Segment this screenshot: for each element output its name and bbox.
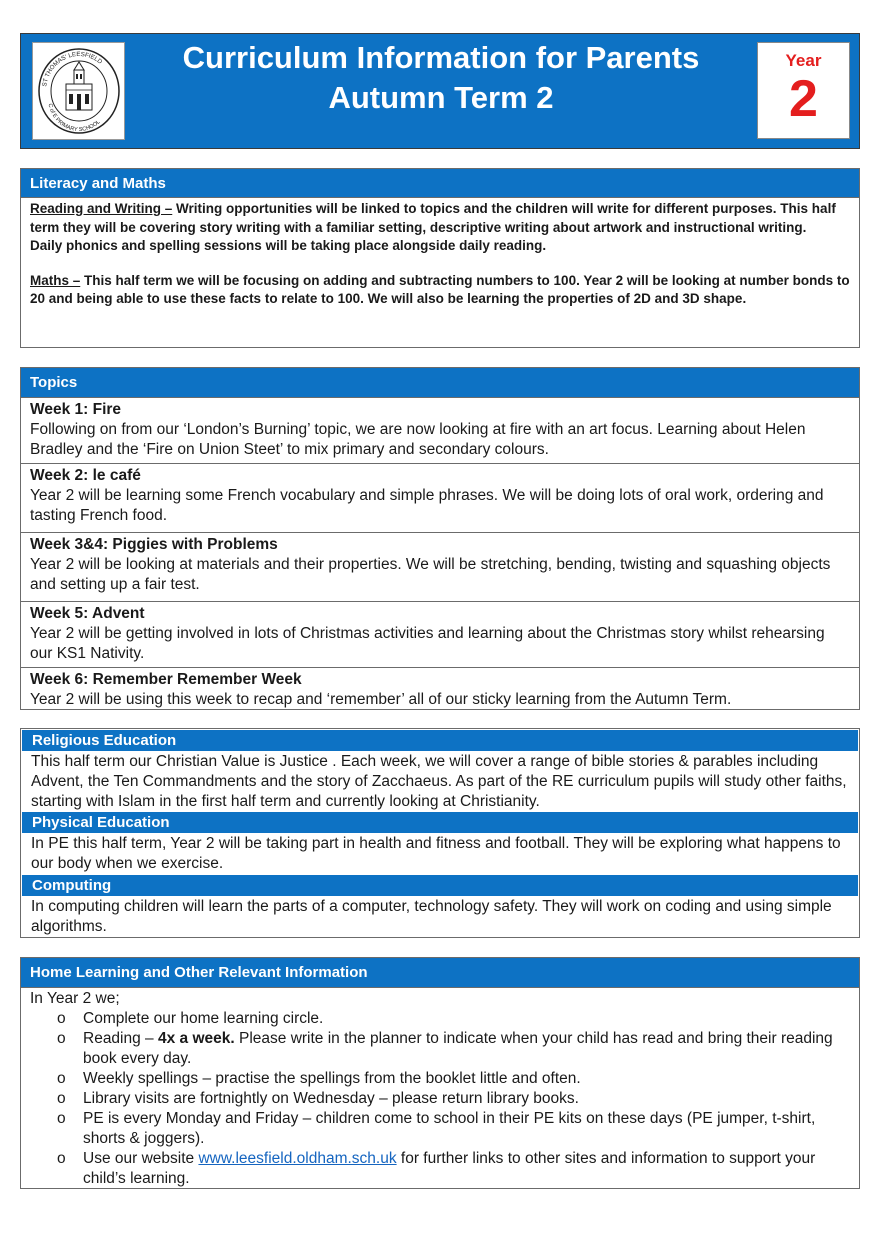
maths-label: Maths –	[30, 272, 81, 288]
bullet-icon: o	[57, 1010, 66, 1027]
list-item-text: Reading –	[83, 1030, 158, 1047]
phonics-text: Daily phonics and spelling sessions will be taking place alongside daily reading.	[30, 238, 547, 253]
re-text: This half term our Christian Value is Justice . Each week, we will cover a range of bible stories & parables including Advent, the Ten Commandments and the story of Zacchaeus. As part of the RE curriculum pupils will study other faiths, starting with Islam in the first half term and currently looking at Christianity.	[31, 753, 847, 810]
pe-heading: Physical Education	[22, 812, 858, 833]
topics-heading: Topics	[21, 368, 859, 398]
home-learning-intro: In Year 2 we;	[30, 990, 120, 1007]
week-title: Week 6: Remember Remember Week	[30, 671, 302, 688]
title-line-1: Curriculum Information for Parents	[182, 40, 700, 75]
bullet-icon: o	[57, 1030, 66, 1047]
week-title: Week 2: le café	[30, 467, 141, 484]
list-item	[21, 1029, 859, 1069]
week-title: Week 1: Fire	[30, 401, 122, 418]
list-item-text: Complete our home learning circle.	[83, 1010, 324, 1027]
list-item	[21, 1089, 859, 1109]
reading-writing-text: Writing opportunities will be linked to topics and the children will write for different purposes. This half term they will be covering story writing with a familiar setting, descriptive writing about artwork and instructional writing.	[30, 201, 836, 235]
re-heading: Religious Education	[22, 730, 858, 751]
reading-writing-paragraph	[30, 200, 851, 237]
topics-section	[20, 367, 860, 710]
page-header	[20, 33, 860, 149]
list-item	[21, 1149, 859, 1189]
bullet-icon: o	[57, 1150, 66, 1167]
literacy-maths-heading: Literacy and Maths	[21, 169, 859, 198]
reading-frequency: 4x a week.	[157, 1030, 235, 1047]
week-text: Year 2 will be getting involved in lots of Christmas activities and learning about the Christmas story whilst rehearsing our KS1 Nativity.	[30, 625, 825, 662]
school-logo	[32, 42, 125, 140]
list-item-text: Please write in the planner to indicate when your child has read and bring their reading book every day.	[83, 1030, 833, 1067]
year-label: Year	[785, 51, 822, 70]
home-learning-section	[20, 957, 860, 1189]
list-item	[21, 1069, 859, 1089]
school-crest-icon	[36, 46, 122, 136]
list-item-text: for further links to other sites and information to support your child’s learning.	[83, 1150, 816, 1187]
year-badge	[757, 42, 850, 139]
home-learning-list	[21, 1009, 859, 1189]
topic-week-6	[21, 667, 859, 709]
week-text: Following on from our ‘London’s Burning’ topic, we are now looking at fire with an art focus. Learning about Helen Bradley and the ‘Fire on Union Steet’ to mix primary and secondary colours.	[30, 421, 806, 458]
pe-text: In PE this half term, Year 2 will be taking part in health and fitness and football. They will be exploring what happens to our body when we exercise.	[31, 835, 841, 872]
maths-paragraph	[30, 272, 851, 309]
topic-week-5	[21, 601, 859, 667]
svg-text:ST THOMAS' LEESFIELD: ST THOMAS' LEESFIELD	[40, 50, 103, 88]
list-item-text: Library visits are fortnightly on Wednesday – please return library books.	[83, 1090, 579, 1107]
title-line-2: Autumn Term 2	[328, 80, 554, 115]
reading-writing-label: Reading and Writing –	[30, 201, 173, 216]
list-item	[21, 1109, 859, 1149]
bullet-icon: o	[57, 1070, 66, 1087]
literacy-maths-section	[20, 168, 860, 348]
week-title: Week 5: Advent	[30, 605, 145, 622]
week-text: Year 2 will be learning some French vocabulary and simple phrases. We will be doing lots of oral work, ordering and tasting French food.	[30, 487, 824, 524]
bullet-icon: o	[57, 1110, 66, 1127]
page-title	[151, 38, 731, 118]
subjects-section	[20, 728, 860, 938]
computing-text: In computing children will learn the parts of a computer, technology safety. They will work on coding and using simple algorithms.	[31, 898, 832, 935]
week-text: Year 2 will be using this week to recap and ‘remember’ all of our sticky learning from the Autumn Term.	[30, 691, 732, 708]
topic-week-2	[21, 463, 859, 532]
week-title: Week 3&4: Piggies with Problems	[30, 536, 278, 553]
list-item-text: Weekly spellings – practise the spellings from the booklet little and often.	[83, 1070, 581, 1087]
maths-text: This half term we will be focusing on adding and subtracting numbers to 100. Year 2 will be looking at number bonds to 20 and being able to use these facts to relate to 100. We will also be learning the properties of 2D and 3D shape.	[30, 272, 850, 306]
year-number: 2	[789, 70, 818, 128]
list-item-text: Use our website	[83, 1150, 199, 1167]
topic-week-3-4	[21, 532, 859, 601]
svg-text:C of E PRIMARY SCHOOL: C of E PRIMARY SCHOOL	[46, 103, 102, 134]
home-learning-heading: Home Learning and Other Relevant Information	[21, 958, 859, 988]
week-text: Year 2 will be looking at materials and their properties. We will be stretching, bending, twisting and squashing objects and setting up a fair test.	[30, 556, 831, 593]
bullet-icon: o	[57, 1090, 66, 1107]
computing-heading: Computing	[22, 875, 858, 896]
list-item-text: PE is every Monday and Friday – children come to school in their PE kits on these days (PE jumper, t-shirt, shorts & joggers).	[83, 1110, 816, 1147]
topic-week-1	[21, 398, 859, 463]
school-website-link[interactable]: www.leesfield.oldham.sch.uk	[198, 1150, 397, 1167]
list-item	[21, 1009, 859, 1029]
literacy-maths-content	[21, 198, 859, 311]
